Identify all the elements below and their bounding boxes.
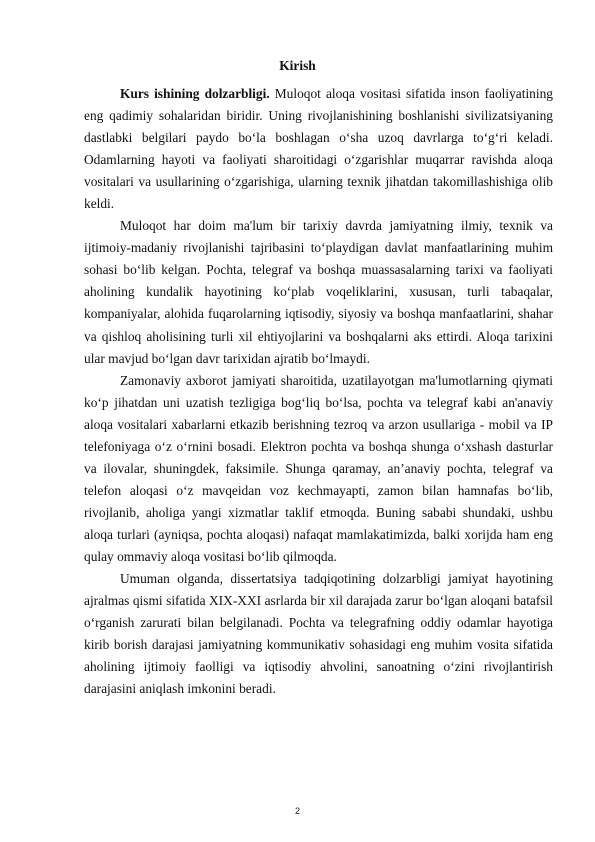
section-title: Kirish bbox=[279, 58, 316, 73]
paragraph-lead: Kurs ishining dolzarbligi. bbox=[120, 86, 270, 101]
paragraph-communication-history bbox=[84, 215, 553, 369]
paragraph-dissertation-relevance bbox=[84, 568, 553, 700]
paragraph-relevance bbox=[84, 83, 553, 215]
body-text bbox=[84, 83, 553, 700]
paragraph-text: Umuman olganda, dissertatsiya tadqiqotining dolzarbligi jamiyat hayotining ajralmas qismi sifatida XIX-XXI asrlarda bir xil darajada zarur bo‘lgan aloqani batafsil o‘rganish zarurati bilan belgilanadi. Pochta va telegrafning oddiy odamlar hayotiga kirib borish darajasi jamiyatning kommunikativ sohasidagi eng muhim vosita sifatida aholining ijtimoiy faolligi va iqtisodiy ahvolini, sanoatning o‘zini rivojlantirish darajasini aniqlash imkonini beradi. bbox=[84, 571, 553, 697]
paragraph-modern-society bbox=[84, 370, 553, 568]
page-number: 2 bbox=[294, 806, 300, 816]
paragraph-text: Muloqot har doim ma'lum bir tarixiy davrda jamiyatning ilmiy, texnik va ijtimoiy-madaniy rivojlanishi tajribasini to‘playdigan davlat manfaatlarining muhim sohasi bo‘lib kelgan. Pochta, telegraf va boshqa muassasalarning tarixi va faoliyati aholining kundalik hayotining ko‘plab voqeliklarini, xususan, turli tabaqalar, kompaniyalar, alohida fuqarolarning iqtisodiy, siyosiy va boshqa manfaatlarini, shahar va qishloq aholisining turli xil ehtiyojlarini va boshqalarni aks ettirdi. Aloqa tarixini ular mavjud bo‘lgan davr tarixidan ajratib bo‘lmaydi. bbox=[84, 218, 553, 366]
paragraph-text: Muloqot aloqa vositasi sifatida inson faoliyatining eng qadimiy sohalaridan biridir. Uning rivojlanishining boshlanishi sivilizatsiyaning dastlabki belgilari paydo bo‘la boshlagan o‘sha uzoq davrlarga to‘g‘ri keladi. Odamlarning hayoti va faoliyati sharoitidagi o‘zgarishlar muqarrar ravishda aloqa vositalari va usullarining o‘zgarishiga, ularning texnik jihatdan takomillashishiga olib keldi. bbox=[84, 86, 553, 212]
paragraph-text: Zamonaviy axborot jamiyati sharoitida, uzatilayotgan ma'lumotlarning qiymati ko‘p jihatdan uni uzatish tezligiga bog‘liq bo‘lsa, pochta va telegraf kabi an'anaviy aloqa vositalari xabarlarni etkazib berishning tezroq va arzon usullariga - mobil va IP telefoniyaga o‘z o‘rnini bosadi. Elektron pochta va boshqa shunga o‘xshash dasturlar va ilovalar, shuningdek, faksimile. Shunga qaramay, an’anaviy pochta, telegraf va telefon aloqasi o‘z mavqeidan voz kechmayapti, zamon bilan hamnafas bo‘lib, rivojlanib, aholiga yangi xizmatlar taklif etmoqda. Buning sababi shundaki, ushbu aloqa turlari (ayniqsa, pochta aloqasi) nafaqat mamlakatimizda, balki xorijda ham eng qulay ommaviy aloqa vositasi bo‘lib qilmoqda. bbox=[84, 372, 553, 564]
